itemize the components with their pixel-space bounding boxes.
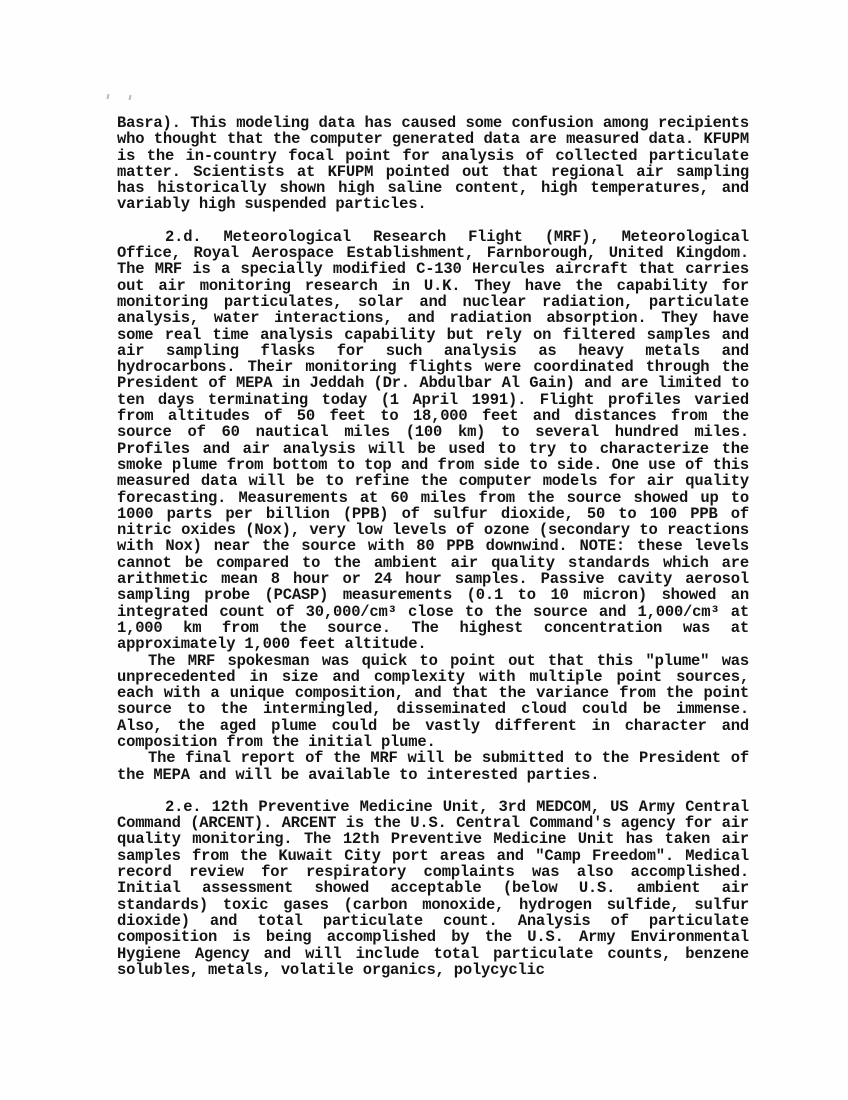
document-text — [117, 115, 749, 978]
paragraph-mrf-spokesman: The MRF spokesman was quick to point out that this "plume" was unprecedented in size and complexity with multiple point sources, each with a unique composition, and that the variance from the point source to the intermingled, disseminated cloud could be immense. Also, the aged plume could be vastly different in character and composition from the initial plume. — [117, 651, 749, 751]
paragraph-final-report: The final report of the MRF will be submitted to the President of the MEPA and will be available to interested parties. — [117, 749, 749, 784]
paragraph-basra-continuation: Basra). This modeling data has caused some confusion among recipients who thought that the computer generated data are measured data. KFUPM is the in-country focal point for analysis of collected particulate matter. Scientists at KFUPM pointed out that regional air sampling has historically shown high saline content, high temperatures, and variably high suspended particles. — [117, 114, 749, 214]
paragraph-section-2e-medcom: 2.e. 12th Preventive Medicine Unit, 3rd MEDCOM, US Army Central Command (ARCENT). ARCENT is the U.S. Central Command's agency for air quality monitoring. The 12th Preventive Medicine Unit has taken air samples from the Kuwait City port areas and "Camp Freedom". Medical record review for respiratory complaints was also accomplished. Initial assessment showed acceptable (below U.S. ambient air standards) toxic gases (carbon monoxide, hydrogen sulfide, sulfur dioxide) and total particulate count. Analysis of particulate composition is being accomplished by the U.S. Army Environmental Hygiene Agency and will include total particulate counts, benzene solubles, metals, volatile organics, polycyclic — [117, 797, 749, 979]
scan-artifact-mark — [106, 94, 109, 99]
paragraph-section-2d-mrf: 2.d. Meteorological Research Flight (MRF), Meteorological Office, Royal Aerospace Establishment, Farnborough, United Kingdom. The MRF is a specially modified C-130 Hercules aircraft that carries out air monitoring research in U.K. They have the capability for monitoring particulates, solar and nuclear radiation, particulate analysis, water interactions, and radiation absorption. They have some real time analysis capability but rely on filtered samples and air sampling flasks for such analysis as heavy metals and hydrocarbons. Their monitoring flights were coordinated through the President of MEPA in Jeddah (Dr. Abdulbar Al Gain) and are limited to ten days terminating today (1 April 1991). Flight profiles varied from altitudes of 50 feet to 18,000 feet and distances from the source of 60 nautical miles (100 km) to several hundred miles. Profiles and air analysis will be used to try to characterize the smoke plume from bottom to top and from side to side. One use of this measured data will be to refine the computer models for air quality forecasting. Measurements at 60 miles from the source showed up to 1000 parts per billion (PPB) of sulfur dioxide, 50 to 100 PPB of nitric oxides (Nox), very low levels of ozone (secondary to reactions with Nox) near the source with 80 PPB downwind. NOTE: these levels cannot be compared to the ambient air quality standards which are arithmetic mean 8 hour or 24 hour samples. Passive cavity aerosol sampling probe (PCASP) measurements (0.1 to 10 micron) showed an integrated count of 30,000/cm³ close to the source and 1,000/cm³ at 1,000 km from the source. The highest concentration was at approximately 1,000 feet altitude. — [117, 227, 749, 654]
scan-artifact-mark — [128, 95, 131, 100]
